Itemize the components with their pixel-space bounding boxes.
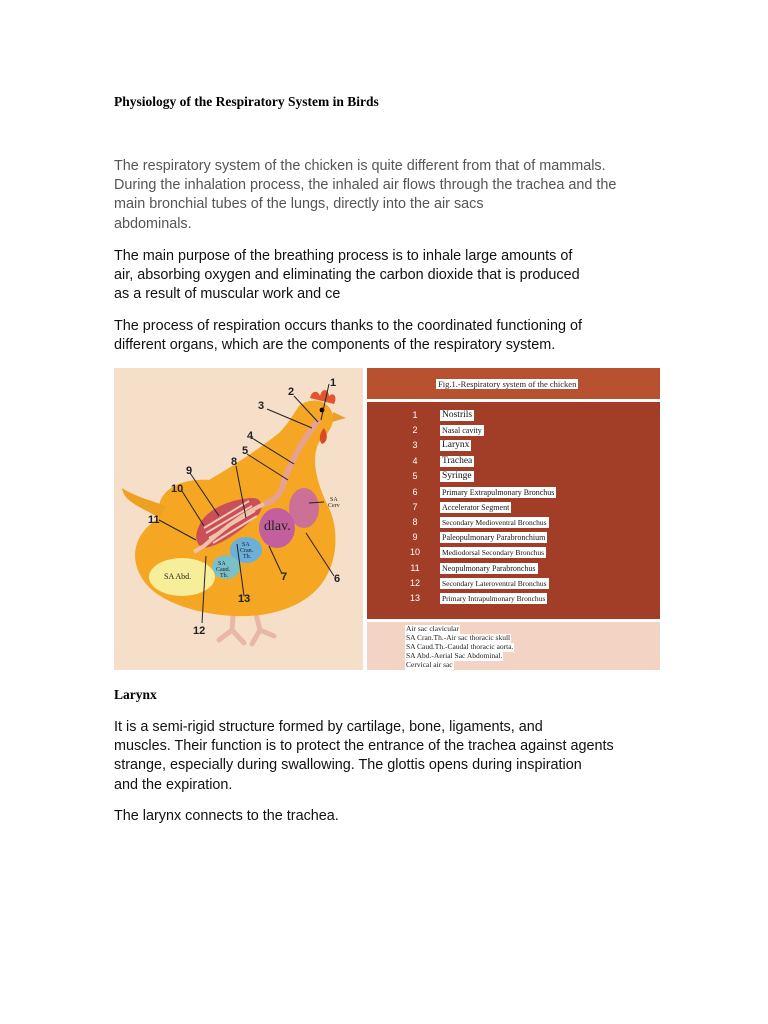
sa-cran-label-line: SA bbox=[242, 542, 250, 548]
larynx-paragraph bbox=[114, 718, 614, 795]
item-label: Syringe bbox=[442, 471, 472, 481]
sa-caud-label-line: SA bbox=[218, 561, 226, 567]
item-label: Primary Extrapulmonary Bronchus bbox=[442, 488, 555, 497]
diagram-number-8: 8 bbox=[231, 456, 238, 468]
item-number: 4 bbox=[412, 456, 418, 466]
item-label: Accelerator Segment bbox=[442, 503, 510, 512]
item-number: 2 bbox=[412, 425, 418, 435]
item-label: Larynx bbox=[442, 440, 470, 450]
item-label: Paleopulmonary Parabronchium bbox=[442, 533, 546, 542]
text-line: abdominals. bbox=[114, 215, 192, 232]
legend-line: SA Cran.Th.-Air sac thoracic skull bbox=[406, 633, 511, 642]
diagram-number-10: 10 bbox=[171, 483, 184, 495]
diagram-number-4: 4 bbox=[247, 430, 254, 442]
diagram-number-13: 13 bbox=[238, 593, 251, 605]
text-line: The larynx connects to the trachea. bbox=[114, 808, 339, 824]
item-label: Trachea bbox=[442, 456, 473, 466]
chicken-respiratory-diagram bbox=[114, 368, 363, 670]
item-number: 3 bbox=[412, 440, 418, 450]
diagram-number-2: 2 bbox=[288, 386, 295, 398]
section-heading: Larynx bbox=[114, 687, 157, 702]
item-number: 8 bbox=[412, 517, 418, 527]
figure-caption: Fig.1.-Respiratory system of the chicken bbox=[438, 379, 577, 389]
legend-line: Air sac clavicular bbox=[406, 624, 459, 633]
text-line: The main purpose of the breathing process is to inhale large amounts of bbox=[114, 248, 573, 264]
legend-line: SA Caud.Th.-Caudal thoracic aorta. bbox=[406, 642, 514, 651]
item-number: 7 bbox=[412, 502, 418, 512]
process-paragraph bbox=[114, 317, 582, 355]
text-line: It is a semi-rigid structure formed by cartilage, bone, ligaments, and bbox=[114, 719, 543, 735]
text-line: and the expiration. bbox=[114, 776, 233, 793]
text-line: air, absorbing oxygen and eliminating the carbon dioxide that is produced bbox=[114, 267, 580, 284]
item-number: 12 bbox=[409, 578, 420, 588]
diagram-number-11: 11 bbox=[148, 514, 160, 526]
sa-cerv-label-line: Cerv bbox=[328, 503, 340, 509]
item-number: 10 bbox=[409, 547, 420, 557]
item-number: 5 bbox=[412, 471, 418, 481]
sa-cerv-label bbox=[328, 497, 340, 509]
item-number: 13 bbox=[409, 593, 420, 603]
text-line: muscles. Their function is to protect the entrance of the trachea against agents bbox=[114, 738, 614, 755]
sa-caud-label-line: Th. bbox=[220, 573, 229, 579]
item-label: Nasal cavity bbox=[442, 426, 482, 435]
diagram-number-7: 7 bbox=[281, 571, 288, 583]
text-line: main bronchial tubes of the lungs, directly into the air sacs bbox=[114, 196, 484, 213]
air-sac-legend bbox=[367, 622, 660, 670]
item-label: Nostrils bbox=[442, 410, 473, 420]
diagram-number-12: 12 bbox=[193, 625, 206, 637]
legend-line: SA Abd.-Aerial Sac Abdominal. bbox=[406, 651, 503, 660]
diagram-number-6: 6 bbox=[334, 573, 341, 585]
intro-paragraph bbox=[114, 157, 616, 234]
diagram-number-1: 1 bbox=[330, 377, 337, 389]
sa-cerv-label-line: SA bbox=[330, 497, 338, 503]
item-number: 6 bbox=[412, 487, 418, 497]
item-number: 1 bbox=[412, 410, 418, 420]
item-label: Secondary Lateroventral Bronchus bbox=[442, 579, 547, 588]
text-line: The process of respiration occurs thanks to the coordinated functioning of bbox=[114, 318, 582, 334]
text-line: The respiratory system of the chicken is quite different from that of mammals. bbox=[114, 158, 606, 174]
item-label: Secondary Medioventral Bronchus bbox=[442, 518, 547, 527]
diagram-number-9: 9 bbox=[186, 465, 193, 477]
item-label: Neopulmonary Parabronchus bbox=[442, 564, 536, 573]
sa-cran-label-line: Th. bbox=[243, 554, 252, 560]
item-number: 9 bbox=[412, 532, 418, 542]
text-line: During the inhalation process, the inhaled air flows through the trachea and the bbox=[114, 177, 617, 194]
text-line: strange, especially during swallowing. The glottis opens during inspiration bbox=[114, 757, 582, 774]
item-number: 11 bbox=[410, 563, 420, 573]
text-line: different organs, which are the components of the respiratory system. bbox=[114, 337, 556, 354]
sa-caud-label-line: Caud. bbox=[216, 567, 231, 573]
item-label: Mediodorsal Secondary Bronchus bbox=[442, 548, 545, 557]
sa-cran-label-line: Cran. bbox=[240, 548, 254, 554]
document-title: Physiology of the Respiratory System in Birds bbox=[114, 94, 379, 109]
legend-line: Cervical air sac bbox=[406, 660, 453, 669]
larynx-connection-paragraph bbox=[114, 807, 339, 826]
purpose-paragraph bbox=[114, 247, 580, 305]
figure-legend-list bbox=[367, 402, 660, 619]
figure-caption-panel bbox=[367, 368, 660, 399]
dlav-label: dlav. bbox=[264, 519, 291, 534]
text-line: as a result of muscular work and ce bbox=[114, 286, 341, 303]
diagram-number-3: 3 bbox=[258, 400, 265, 412]
diagram-number-5: 5 bbox=[242, 445, 249, 457]
sa-abd-label: SA Abd. bbox=[164, 572, 192, 581]
item-label: Primary Intrapulmonary Bronchus bbox=[442, 594, 546, 603]
